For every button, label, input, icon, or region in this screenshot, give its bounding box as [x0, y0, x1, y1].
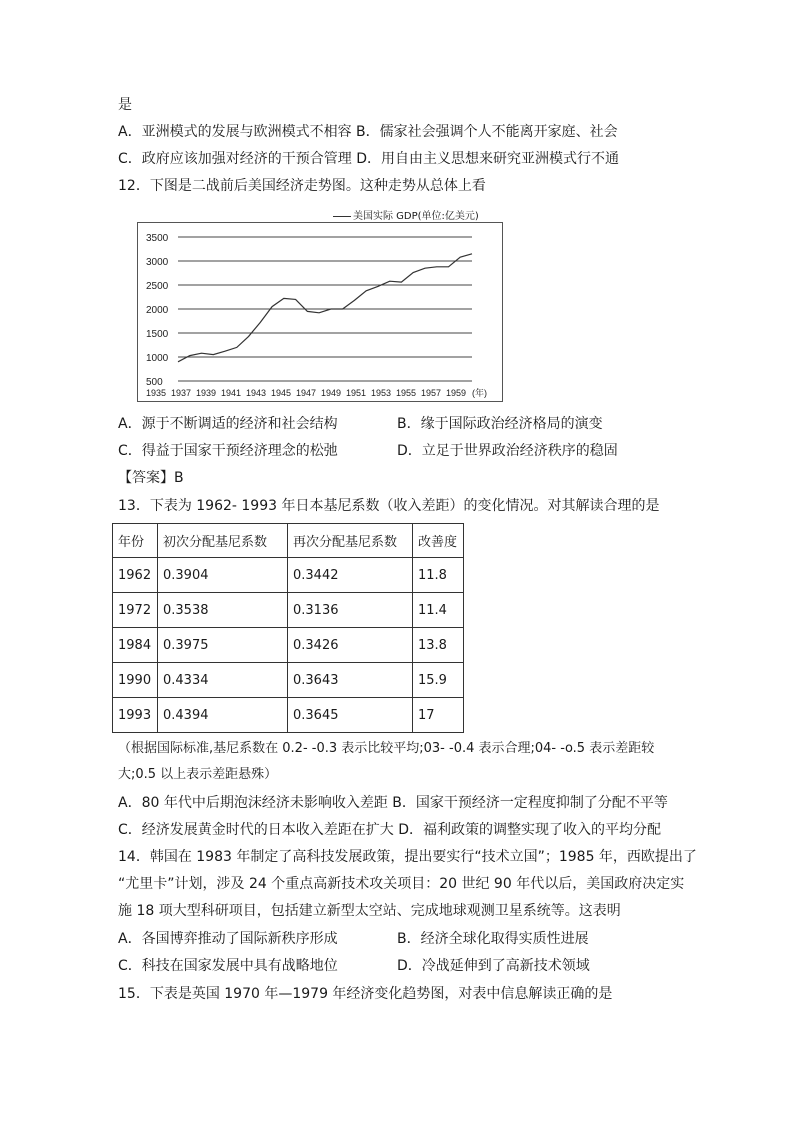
cell-secondary: 0.3645: [288, 698, 413, 733]
q13-options-cd: C．经济发展黄金时代的日本收入差距在扩大 D．福利政策的调整实现了收入的平均分配: [118, 822, 662, 838]
cell-primary: 0.4394: [158, 698, 288, 733]
x-tick-label: 1943: [246, 388, 267, 398]
cell-primary: 0.4334: [158, 663, 288, 698]
x-tick-label: 1949: [321, 388, 342, 398]
table-row: [113, 698, 464, 733]
cell-primary: 0.3904: [158, 558, 288, 593]
x-tick-label: 1953: [371, 388, 392, 398]
cell-year: 1972: [113, 593, 158, 628]
q14-option-c: C．科技在国家发展中具有战略地位: [118, 958, 338, 974]
x-axis-unit: (年): [472, 388, 487, 398]
header-secondary-gini: 再次分配基尼系数: [288, 524, 413, 558]
q11-options-cd: C．政府应该加强对经济的干预合管理 D．用自由主义思想来研究亚洲模式行不通: [118, 151, 620, 167]
series-line-gdp: [178, 254, 472, 362]
x-tick-label: 1945: [271, 388, 292, 398]
q15-stem: 15．下表是英国 1970 年—1979 年经济变化趋势图，对表中信息解读正确的是: [118, 986, 613, 1002]
x-tick-label: 1957: [421, 388, 442, 398]
x-tick-label: 1941: [221, 388, 242, 398]
cell-year: 1984: [113, 628, 158, 663]
header-year: 年份: [113, 524, 158, 558]
x-tick-label: 1959: [446, 388, 467, 398]
header-primary-gini: 初次分配基尼系数: [158, 524, 288, 558]
y-tick-label: 1500: [146, 329, 169, 340]
q14-option-a: A．各国博弈推动了国际新秩序形成: [118, 931, 338, 947]
cell-secondary: 0.3442: [288, 558, 413, 593]
gdp-chart-svg: [138, 223, 502, 401]
y-tick-label: 500: [146, 377, 163, 388]
cell-secondary: 0.3426: [288, 628, 413, 663]
q13-note-line1: （根据国际标准,基尼系数在 0.2- -0.3 表示比较平均;03- -0.4 表示合理;04- -o.5 表示差距较: [118, 741, 655, 756]
cell-improvement: 13.8: [413, 628, 464, 663]
q14-option-d: D．冷战延伸到了高新技术领域: [397, 958, 590, 974]
table-row: [113, 558, 464, 593]
x-tick-label: 1939: [196, 388, 217, 398]
q13-note-line2: 大;0.5 以上表示差距悬殊）: [118, 767, 278, 782]
cell-year: 1993: [113, 698, 158, 733]
gdp-chart: [137, 222, 503, 402]
table-header-row: [113, 524, 464, 558]
cell-improvement: 11.8: [413, 558, 464, 593]
q12-option-d: D．立足于世界政治经济秩序的稳固: [397, 443, 618, 459]
q13-options-ab: A．80 年代中后期泡沫经济未影响收入差距 B．国家干预经济一定程度抑制了分配不平等: [118, 795, 668, 811]
x-tick-label: 1937: [171, 388, 192, 398]
q14-stem-line1: 14．韩国在 1983 年制定了高科技发展政策，提出要实行“技术立国”；1985 年，西欧提出了: [118, 849, 697, 865]
q14-stem-line3: 施 18 项大型科研项目，包括建立新型太空站、完成地球观测卫星系统等。这表明: [118, 903, 621, 919]
q12-option-a: A．源于不断调适的经济和社会结构: [118, 416, 338, 432]
q14-option-b: B．经济全球化取得实质性进展: [397, 931, 589, 947]
x-tick-label: 1951: [346, 388, 367, 398]
chart-legend: [333, 207, 479, 222]
cell-improvement: 15.9: [413, 663, 464, 698]
gini-table: [112, 523, 464, 733]
cell-year: 1990: [113, 663, 158, 698]
q12-stem: 12．下图是二战前后美国经济走势图。这种走势从总体上看: [118, 178, 486, 194]
cell-primary: 0.3975: [158, 628, 288, 663]
cell-improvement: 11.4: [413, 593, 464, 628]
cell-year: 1962: [113, 558, 158, 593]
cell-primary: 0.3538: [158, 593, 288, 628]
legend-label: 美国实际 GDP(单位:亿美元): [353, 211, 479, 222]
x-tick-label: 1935: [146, 388, 167, 398]
q12-option-b: B．缘于国际政治经济格局的演变: [397, 416, 603, 432]
cell-improvement: 17: [413, 698, 464, 733]
y-tick-label: 1000: [146, 353, 169, 364]
cell-secondary: 0.3136: [288, 593, 413, 628]
table-row: [113, 593, 464, 628]
q13-stem: 13．下表为 1962- 1993 年日本基尼系数（收入差距）的变化情况。对其解读合理的是: [118, 498, 660, 514]
q11-options-ab: A．亚洲模式的发展与欧洲模式不相容 B．儒家社会强调个人不能离开家庭、社会: [118, 124, 618, 140]
q11-stem-tail: 是: [118, 97, 132, 113]
cell-secondary: 0.3643: [288, 663, 413, 698]
legend-line-icon: [333, 216, 351, 217]
y-tick-label: 3000: [146, 257, 169, 268]
x-tick-label: 1947: [296, 388, 317, 398]
q12-answer: 【答案】B: [118, 470, 184, 486]
table-row: [113, 663, 464, 698]
y-tick-label: 2000: [146, 305, 169, 316]
q12-option-c: C．得益于国家干预经济理念的松弛: [118, 443, 338, 459]
y-tick-label: 3500: [146, 233, 169, 244]
header-improvement: 改善度: [413, 524, 464, 558]
table-row: [113, 628, 464, 663]
y-tick-label: 2500: [146, 281, 169, 292]
x-tick-label: 1955: [396, 388, 417, 398]
q14-stem-line2: “尤里卡”计划，涉及 24 个重点高新技术攻关项目：20 世纪 90 年代以后，美国政府决定实: [118, 876, 685, 892]
